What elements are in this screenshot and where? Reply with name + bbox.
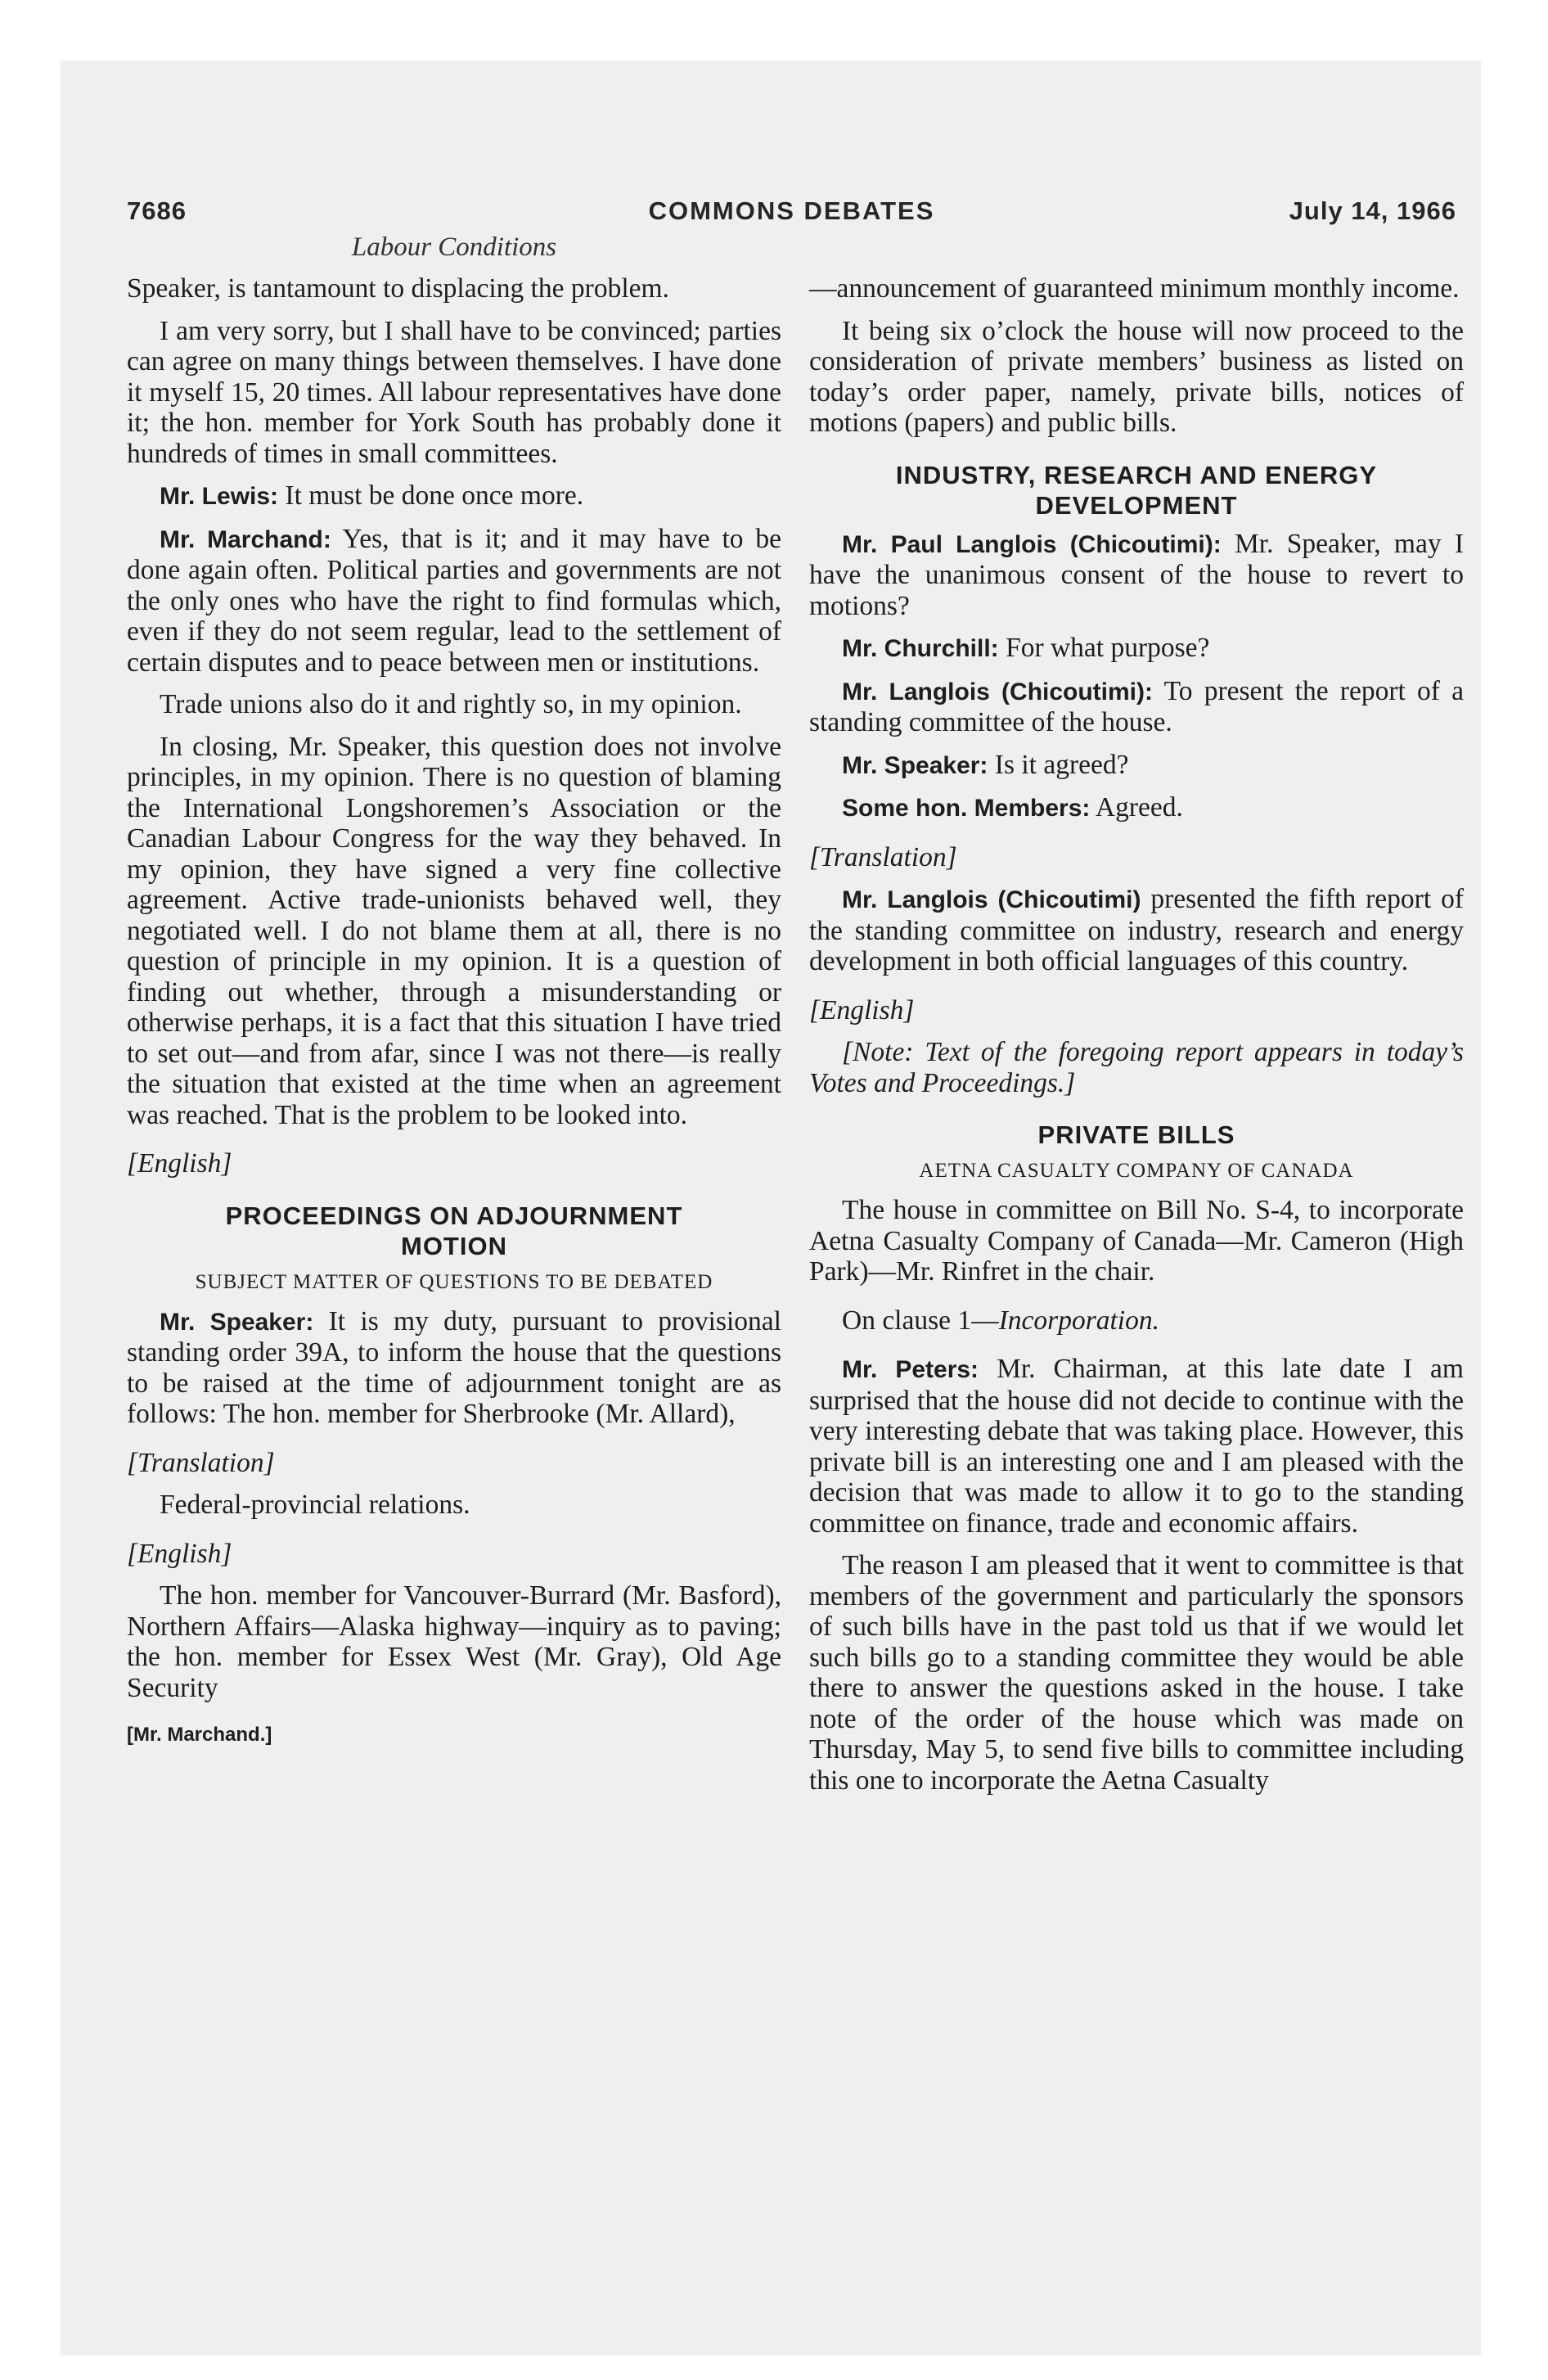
speaker-name: Mr. Lewis:	[160, 483, 279, 510]
speech	[127, 524, 781, 678]
language-tag: [English]	[127, 1538, 232, 1569]
speech	[809, 1354, 1464, 1539]
speaker-name: Mr. Langlois (Chicoutimi):	[842, 678, 1153, 705]
paragraph: The reason I am pleased that it went to committee is that members of the government and particularly the sponsors of such bills have in the past told us that if we would let such bills go to a standing committee they would be able there to answer the questions asked in the house. I take note of the order of the house which was made on Thursday, May 5, to send five bills to committee including this one to incorporate the Aetna Casualty	[809, 1550, 1464, 1796]
left-column	[127, 273, 781, 1762]
speech	[809, 792, 1464, 824]
footer-marker: [Mr. Marchand.]	[127, 1724, 272, 1746]
paragraph: I am very sorry, but I shall have to be convinced; parties can agree on many things between themselves. I have done it myself 15, 20 times. All labour representatives have done it; the hon. member for York South has probably done it hundreds of times in small committees.	[127, 315, 781, 469]
speech-text: Is it agreed?	[988, 749, 1129, 780]
paragraph: The hon. member for Vancouver-Burrard (Mr. Basford), Northern Affairs—Alaska highway—inquiry as to paving; the hon. member for Essex West (Mr. Gray), Old Age Security	[127, 1580, 781, 1703]
paragraph: In closing, Mr. Speaker, this question does not involve principles, in my opinion. There is no question of blaming the International Longshoremen’s Association or the Canadian Labour Congress for the way they behaved. In my opinion, they have signed a very fine collective agreement. Active trade-unionists behaved well, they negotiated well. I do not blame them at all, there is no question of principle in my opinion. It is a question of finding out whether, through a misunderstanding or otherwise perhaps, it is a fact that this situation I have tried to set out—and from afar, since I was not there—is really the situation that existed at the time when an agreement was reached. That is the problem to be looked into.	[127, 731, 781, 1130]
paragraph: —announcement of guaranteed minimum monthly income.	[809, 273, 1460, 304]
language-tag: [Translation]	[127, 1447, 275, 1478]
issue-date: July 14, 1966	[1289, 196, 1456, 225]
speech-text: Mr. Speaker, may I have the unanimous consent of the house to revert to motions?	[809, 528, 1465, 621]
paragraph: Trade unions also do it and rightly so, in my opinion.	[160, 689, 742, 719]
section-subheading: SUBJECT MATTER OF QUESTIONS TO BE DEBATED	[195, 1270, 713, 1293]
language-tag: [English]	[809, 994, 915, 1025]
speech	[809, 750, 1464, 782]
speech-text: presented the fifth report of the standing committee on industry, research and energy development in both official languages of this country.	[809, 884, 1464, 976]
paragraph: Speaker, is tantamount to displacing the problem.	[127, 273, 669, 304]
page-header	[127, 196, 1456, 237]
running-title: Labour Conditions	[351, 232, 557, 262]
speech	[127, 480, 781, 512]
speaker-name: Mr. Speaker:	[160, 1308, 314, 1336]
speech-text: Yes, that is it; and it may have to be done again often. Political parties and governments are not the only ones who have the right to find formulas which, even if they do not seem regular, lead to the settlement of certain disputes and to peace between men or institutions.	[127, 523, 781, 678]
speaker-name: Mr. Langlois (Chicoutimi)	[842, 886, 1141, 913]
speech	[809, 529, 1464, 622]
speech-text: Agreed.	[1090, 792, 1183, 823]
clause-title: Incorporation.	[998, 1305, 1159, 1336]
speech-text: It is my duty, pursuant to provisional standing order 39A, to inform the house that the questions to be raised at the time of adjournment tonight are as follows: The hon. member for Sherbrooke (Mr. Allard),	[127, 1305, 781, 1429]
language-tag: [Translation]	[809, 841, 957, 872]
speech	[809, 633, 1464, 665]
journal-title: COMMONS DEBATES	[648, 196, 935, 225]
speaker-name: Mr. Peters:	[842, 1356, 979, 1383]
speaker-name: Some hon. Members:	[842, 795, 1091, 822]
clause-line	[809, 1305, 1464, 1336]
clause-prefix: On clause 1—	[842, 1305, 999, 1336]
paragraph: The house in committee on Bill No. S-4, to incorporate Aetna Casualty Company of Canada—Mr. Cameron (High Park)—Mr. Rinfret in the chair.	[809, 1195, 1464, 1287]
section-subheading: AETNA CASUALTY COMPANY OF CANADA	[919, 1160, 1354, 1182]
speech-text: To present the report of a standing committee of the house.	[809, 675, 1464, 737]
section-heading: PROCEEDINGS ON ADJOURNMENT MOTION	[225, 1201, 683, 1260]
section-heading: INDUSTRY, RESEARCH AND ENERGY DEVELOPMENT	[895, 460, 1378, 520]
language-tag: [English]	[127, 1148, 232, 1179]
speech	[127, 1306, 781, 1430]
speaker-name: Mr. Speaker:	[842, 751, 988, 779]
right-column	[809, 273, 1464, 1807]
page-number: 7686	[127, 196, 187, 225]
speech-text: Mr. Chairman, at this late date I am surprised that the house did not decide to continue with the very interesting debate that was taking place. However, this private bill is an interesting one and I am pleased with the decision that was made to allow it to go to the standing committee on finance, trade and economic affairs.	[809, 1354, 1464, 1539]
speech	[809, 884, 1464, 977]
speech	[809, 676, 1464, 738]
paragraph: Federal-provincial relations.	[160, 1490, 470, 1520]
speaker-name: Mr. Marchand:	[160, 525, 331, 553]
paragraph: It being six o’clock the house will now proceed to the consideration of private members’ business as listed on today’s order paper, namely, private bills, notices of motions (papers) and public bills.	[809, 315, 1464, 438]
speech-text: It must be done once more.	[278, 480, 584, 511]
speech-text: For what purpose?	[998, 633, 1210, 663]
section-heading: PRIVATE BILLS	[1037, 1120, 1235, 1149]
editorial-note: [Note: Text of the foregoing report appears in today’s Votes and Proceedings.]	[809, 1037, 1464, 1098]
speaker-name: Mr. Paul Langlois (Chicoutimi):	[842, 530, 1222, 558]
speaker-name: Mr. Churchill:	[842, 635, 999, 662]
